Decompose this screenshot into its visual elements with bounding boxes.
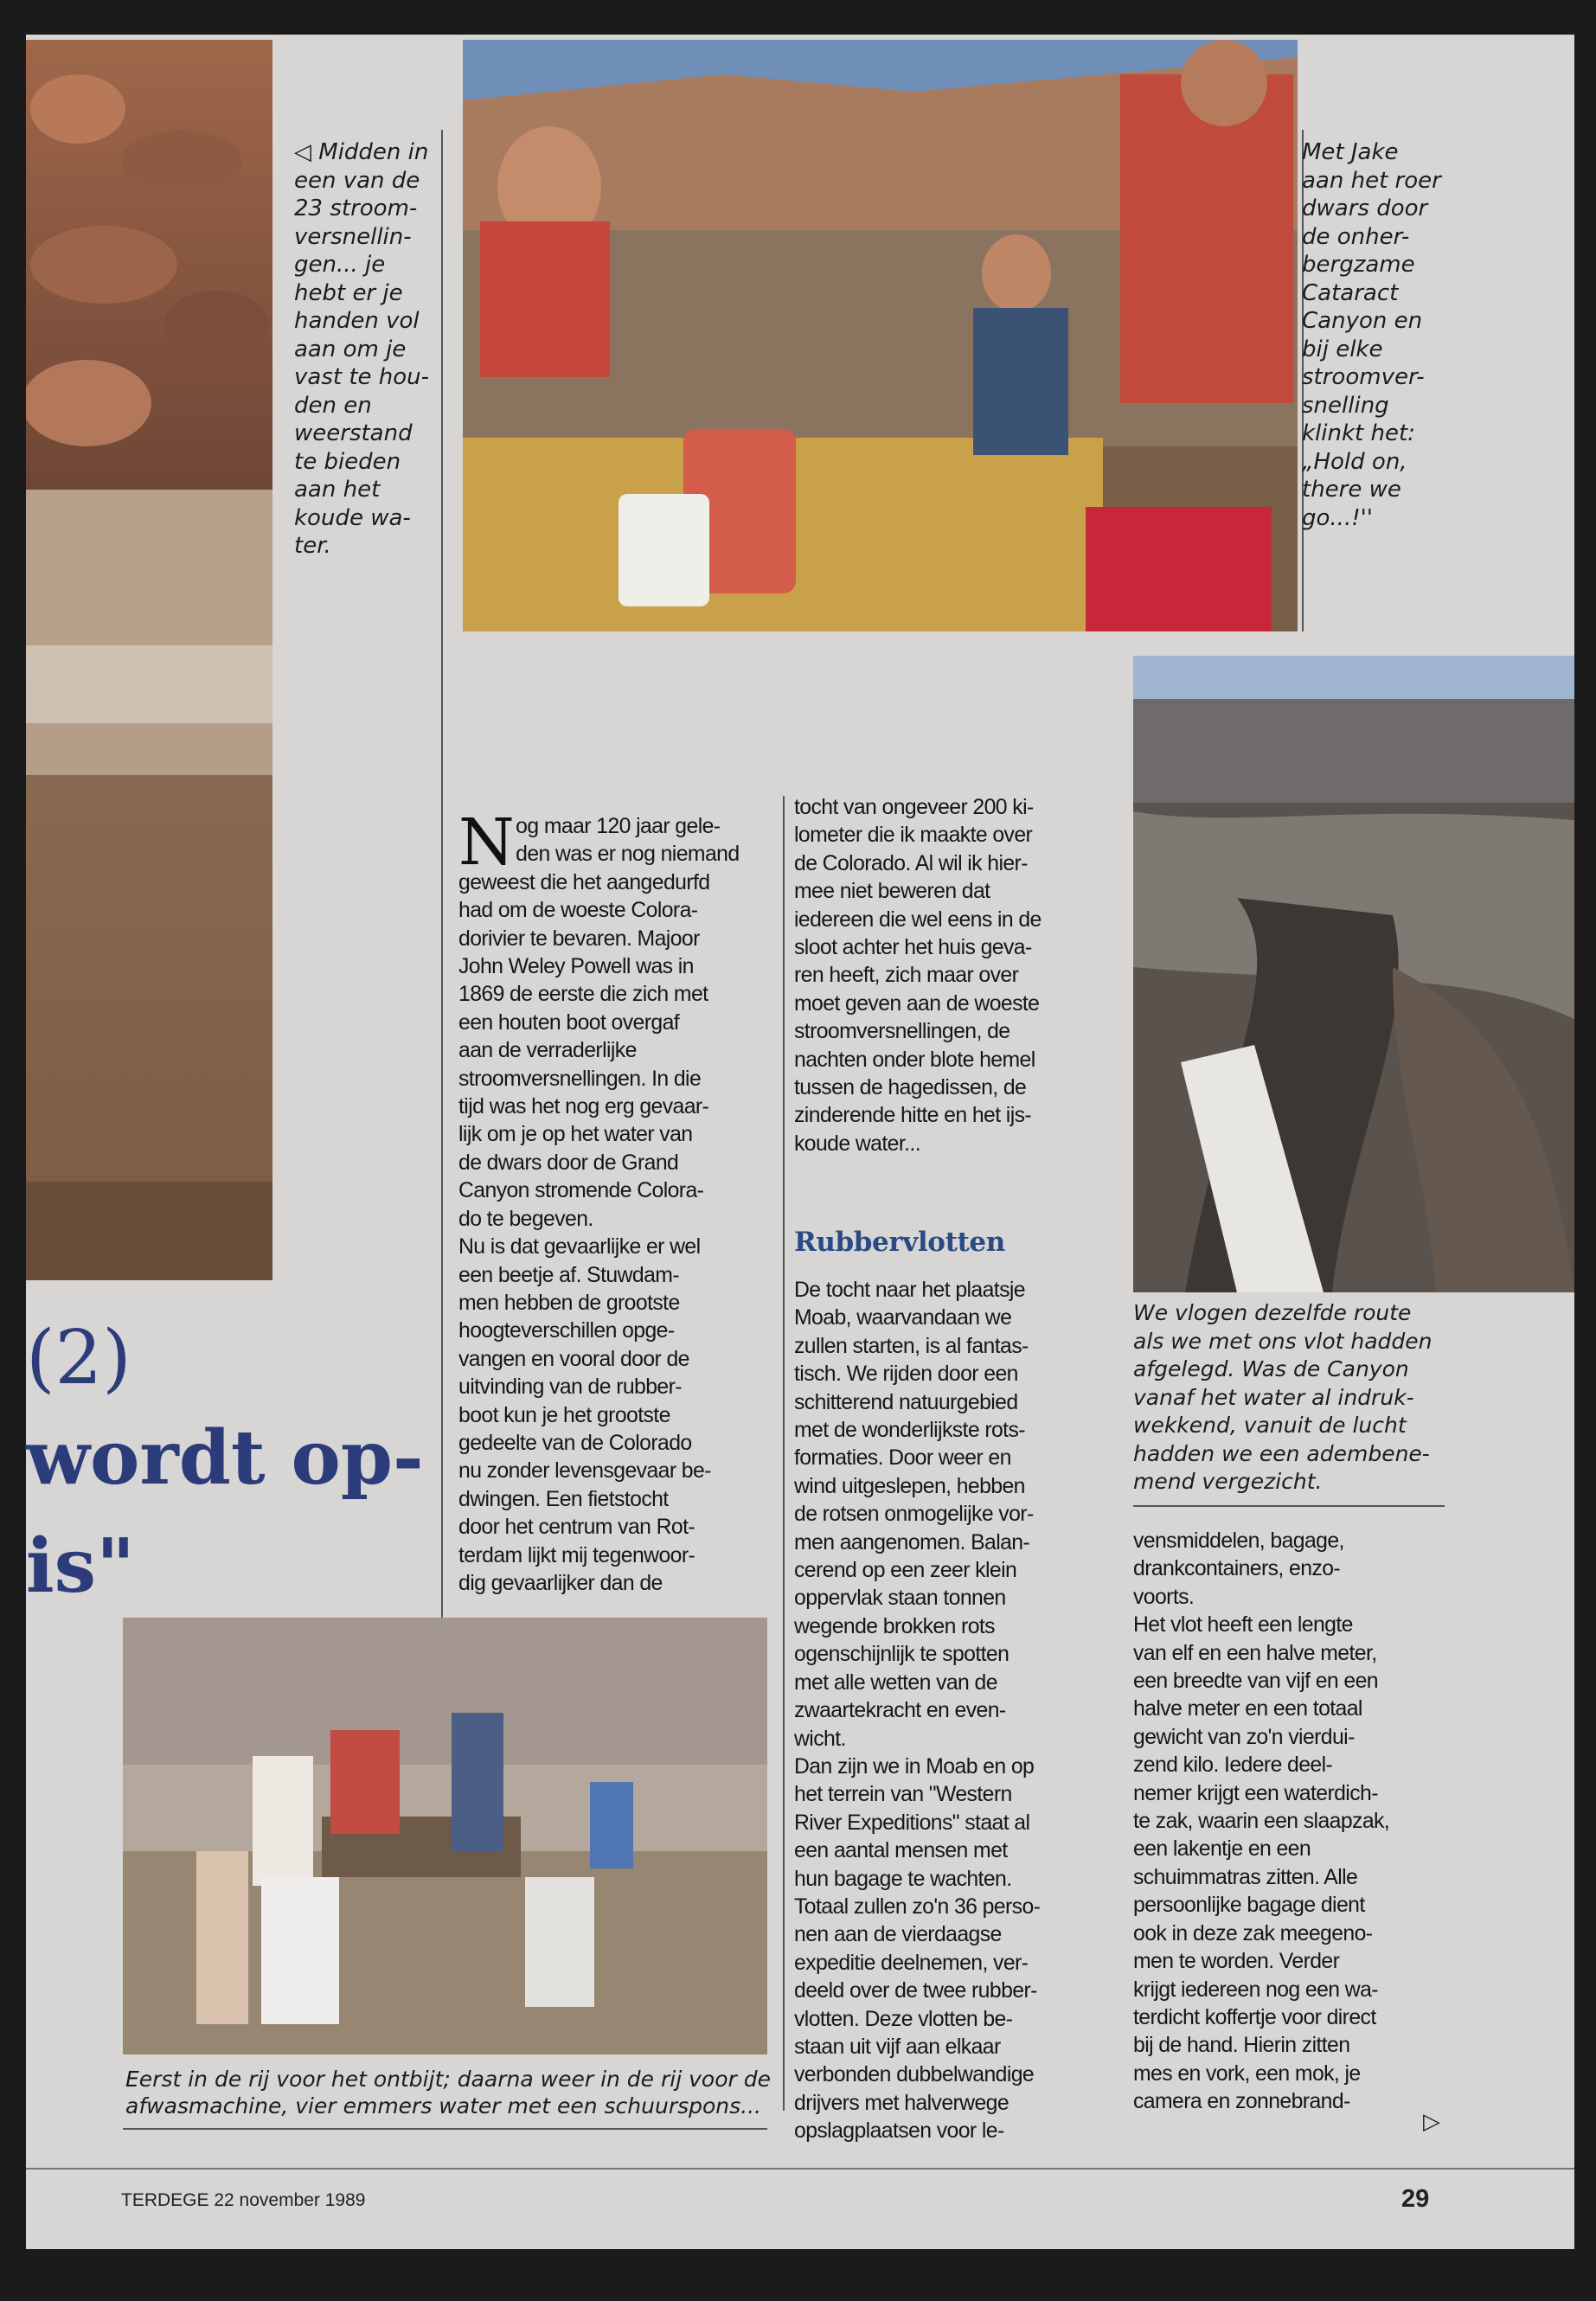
column-rule	[441, 130, 443, 1626]
headline-line: is"	[26, 1522, 135, 1610]
canyon-aerial-photo	[1133, 656, 1574, 1292]
article-column-2b: De tocht naar het plaatsje Moab, waarvandaan we zullen starten, is al fantas- tisch. We rijden door een schitterend natuurgebied met de wonderlijkste rots- formaties. Door weer en wind uitgeslepen, hebben de rotsen onmogelijke vor- men aangenomen. Balan- cerend op een zeer klein oppervlak staan tonnen wegende brokken rots ogenschijnlijk te spotten met alle wetten van de zwaartekracht en even- wicht. Dan zijn we in Moab en op het terrein van "Western River Expeditions" staat al een aantal mensen met hun bagage te wachten. Totaal zullen zo'n 36 perso- nen aan de vierdaagse expeditie deelnemen, ver- deeld over de twee rubber- vlotten. Deze vlotten be- staan uit vijf aan elkaar verbonden dubbelwandige drijvers met halverwege opslagplaatsen voor le-	[794, 1279, 1041, 2144]
article-text: og maar 120 jaar gele- den was er nog niemand geweest die het aangedurfd had om de woeste Colora- dorivier te bevaren. Majoor John Weley Powell was in 1869 de eerste die zich met een houten boot overgaf aan de verraderlijke stroomversnellingen. In die tijd was het nog erg gevaar- lijk om je op het water van de dwars door de Grand Canyon stromende Colora- do te begeven. Nu is dat gevaarlijke er wel een beetje af. Stuwdam- men hebben de grootste hoogteverschillen opge- vangen en vooral door de uitvinding van de rubber- boot kun je het grootste gedeelte van de Colorado nu zonder levensgevaar be- dwingen. Een fietstocht door het centrum van Rot- terdam lijkt mij tegenwoor- dig gevaarlijker dan de	[458, 815, 740, 1595]
headline-part-number: (2)	[26, 1315, 131, 1401]
camp-breakfast-photo	[123, 1618, 767, 2054]
continue-arrow-icon: ▷	[1423, 2109, 1440, 2135]
raft-crew-photo	[463, 40, 1298, 631]
page-number: 29	[1401, 2185, 1430, 2213]
column-rule	[783, 796, 785, 2111]
publication-info: TERDEGE 22 november 1989	[121, 2190, 366, 2210]
headline-line: wordt op-	[26, 1414, 424, 1502]
subheading: Rubbervlotten	[794, 1227, 1005, 1258]
river-rocks-photo	[26, 40, 272, 1280]
caption-breakfast: Eerst in de rij voor het ontbijt; daarna weer in de rij voor de afwasmachine, vier emmers water met een schuurspons...	[125, 2067, 771, 2118]
caption-jake: Met Jake aan het roer dwars door de onher- bergzame Cataract Canyon en bij elke stroomver- snelling klinkt het: „Hold on, there we go...!''	[1302, 139, 1441, 531]
magazine-page	[26, 35, 1574, 2249]
article-column-2a: tocht van ongeveer 200 ki- lometer die ik maakte over de Colorado. Al wil ik hier- mee niet beweren dat iedereen die wel eens in de sloot achter het huis geva- ren heeft, zich maar over moet geven aan de woeste stroomversnellingen, de nachten onder blote hemel tussen de hagedissen, de zinderende hitte en het ijs- koude water...	[794, 796, 1042, 1156]
caption-rule	[1133, 1505, 1445, 1507]
article-column-3: vensmiddelen, bagage, drankcontainers, enzo- voorts. Het vlot heeft een lengte van elf en een halve meter, een breedte van vijf en een halve meter en een totaal gewicht van zo'n vierdui- zend kilo. Iedere deel- nemer krijgt een waterdich- te zak, waarin een slaapzak, een lakentje en een schuimmatras zitten. Alle persoonlijke bagage dient ook in deze zak meegeno- men te worden. Verder krijgt iedereen nog een wa- terdicht koffertje voor direct bij de hand. Hierin zitten mes en vork, een mok, je camera en zonnebrand-	[1133, 1529, 1390, 2114]
drop-cap: N	[458, 805, 515, 880]
caption-rule	[123, 2128, 767, 2130]
caption-rapids: ◁ Midden in een van de 23 stroom- versnellin- gen... je hebt er je handen vol aan om je vast te hou- den en weerstand te bieden aan het koude wa- ter.	[294, 139, 430, 559]
caption-canyon: We vlogen dezelfde route als we met ons vlot hadden afgelegd. Was de Canyon vanaf het water al indruk- wekkend, vanuit de lucht hadden we een adembene- mend vergezicht.	[1133, 1300, 1433, 1494]
article-column-1	[458, 805, 770, 1598]
footer-rule	[26, 2168, 1574, 2170]
